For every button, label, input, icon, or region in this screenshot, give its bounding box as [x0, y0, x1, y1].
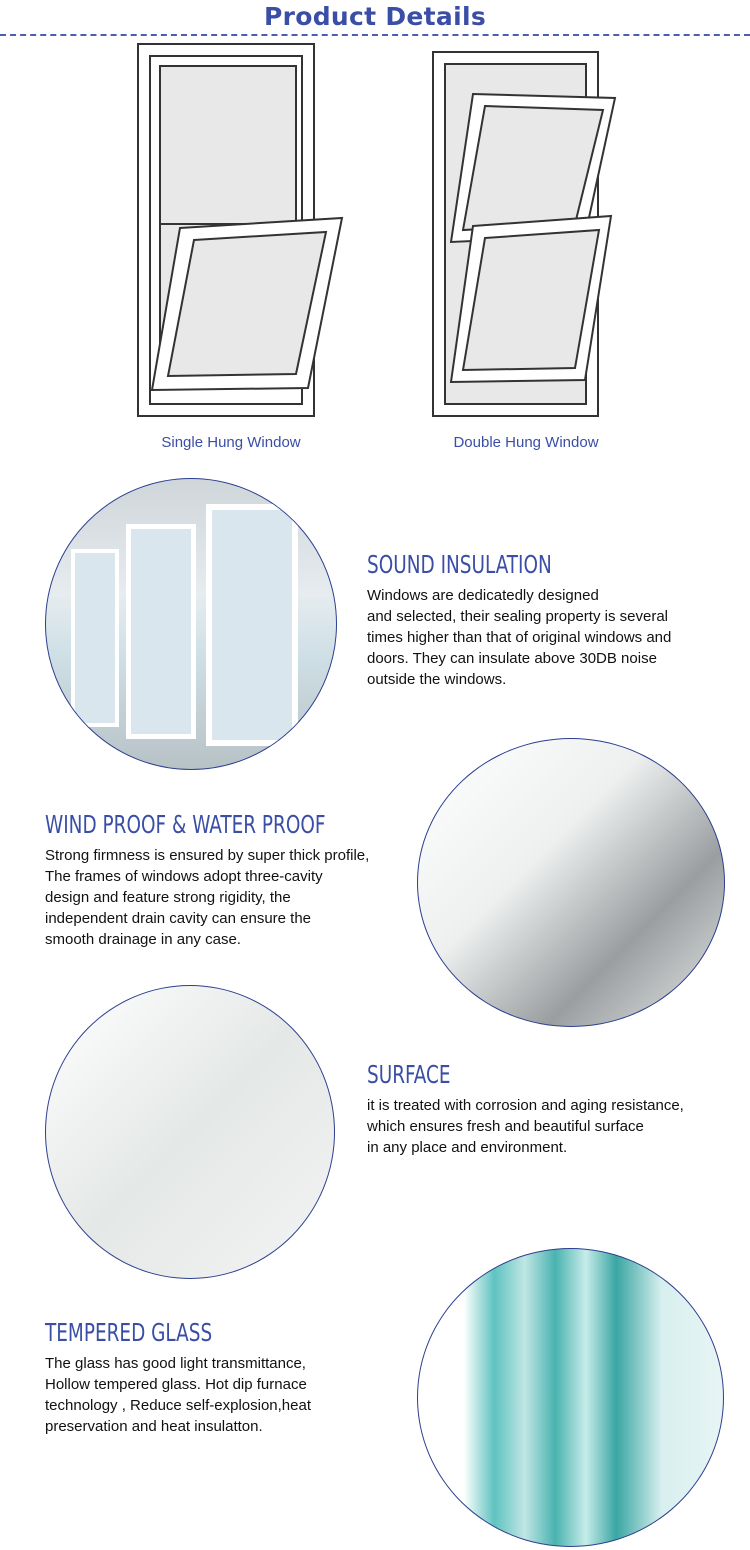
- sound-insulation-photo: [45, 478, 337, 770]
- surface-photo: [45, 985, 335, 1279]
- feature-text-surface: it is treated with corrosion and aging resistance, which ensures fresh and beautiful surface in any place and environment.: [367, 1097, 684, 1156]
- tempered-glass-photo: [417, 1248, 724, 1547]
- single-hung-window-drawing-icon: [130, 40, 350, 430]
- feature-text-sound-insulation: Windows are dedicatedly designed and selected, their sealing property is several times higher than that of original windows and doors. They can insulate above 30DB noise outside the windows.: [367, 587, 672, 688]
- feature-title-wind-water-proof: WIND PROOF & WATER PROOF: [45, 810, 326, 839]
- double-hung-window-drawing-icon: [425, 48, 625, 428]
- single-hung-caption: Single Hung Window: [161, 434, 301, 451]
- feature-title-surface: SURFACE: [367, 1060, 451, 1089]
- feature-title-sound-insulation: SOUND INSULATION: [367, 550, 552, 579]
- dashed-divider: [0, 34, 750, 36]
- feature-text-wind-water-proof: Strong firmness is ensured by super thick profile, The frames of windows adopt three-cavity design and feature strong rigidity, the independent drain cavity can ensure the smooth drainage in any case.: [45, 847, 370, 948]
- feature-title-tempered-glass: TEMPERED GLASS: [45, 1318, 213, 1347]
- page-title: Product Details: [263, 2, 487, 31]
- window-profile-photo: [417, 738, 725, 1027]
- feature-text-tempered-glass: The glass has good light transmittance, Hollow tempered glass. Hot dip furnace technology , Reduce self-explosion,heat preservation and heat insulatton.: [45, 1355, 312, 1435]
- double-hung-caption: Double Hung Window: [453, 434, 599, 451]
